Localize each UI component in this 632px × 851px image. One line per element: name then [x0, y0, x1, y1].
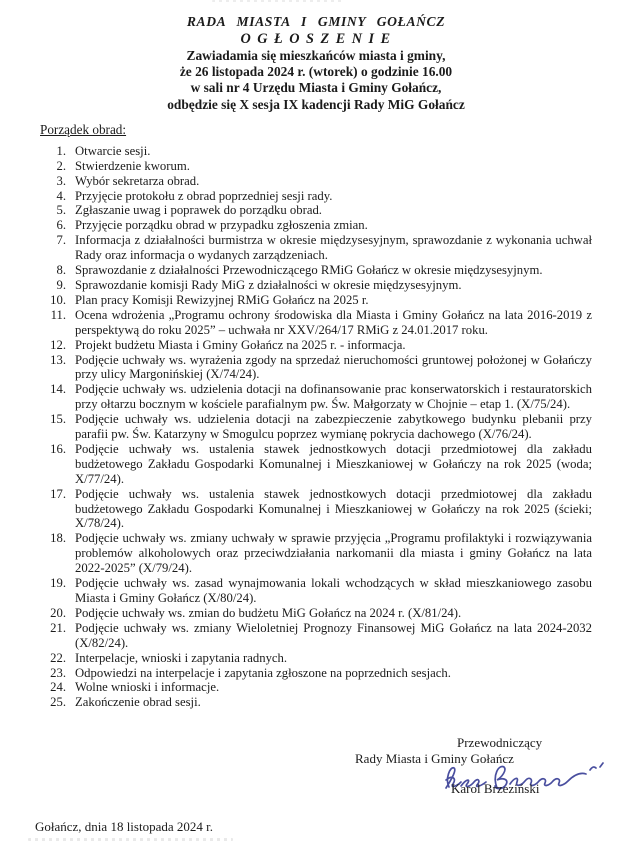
agenda-item-number: 7.	[56, 233, 66, 248]
agenda-item-number: 3.	[56, 173, 66, 188]
agenda-item-text: Wybór sekretarza obrad.	[75, 173, 200, 188]
intro-line-1: Zawiadamia się mieszkańców miasta i gminy,	[186, 48, 446, 63]
agenda-item-number: 11.	[50, 307, 66, 322]
agenda-item	[42, 144, 592, 159]
agenda-item	[42, 174, 592, 189]
agenda-item-text: Wolne wnioski i informacje.	[75, 680, 220, 695]
agenda-item-text: Otwarcie sesji.	[75, 143, 151, 158]
agenda-item	[42, 666, 592, 681]
agenda-item	[42, 278, 592, 293]
agenda-item-text: Stwierdzenie kworum.	[75, 158, 190, 173]
agenda-item-number: 6.	[56, 218, 66, 233]
agenda-item-text: Podjęcie uchwały ws. zmiany Wieloletniej Prognozy Finansowej MiG Gołańcz na lata 2024-2032 (X/82/24).	[75, 620, 592, 650]
agenda-item-text: Odpowiedzi na interpelacje i zapytania zgłoszone na poprzednich sesjach.	[75, 665, 451, 680]
agenda-item-text: Podjęcie uchwały ws. zmiany uchwały w sprawie przyjęcia „Programu profilaktyki i rozwiązywania problemów alkoholowych oraz przeciwdziałania narkomanii dla miasta i gminy Gołańcz na lata 2022-2025” (X/79/24).	[75, 531, 592, 576]
agenda-heading: Porządek obrad:	[40, 121, 127, 137]
agenda-item-number: 4.	[56, 188, 66, 203]
council-name: RADA MIASTA I GMINY GOŁAŃCZ	[186, 14, 446, 29]
signature-organization: Rady Miasta i Gminy Gołańcz	[355, 751, 514, 766]
footer-place-date: Gołańcz, dnia 18 listopada 2024 r.	[35, 819, 213, 834]
agenda-item-text: Przyjęcie protokołu z obrad poprzedniej sesji rady.	[75, 188, 333, 203]
agenda-item	[42, 442, 592, 487]
agenda-list	[42, 144, 592, 710]
agenda-item	[42, 531, 592, 576]
agenda-item-number: 24.	[50, 680, 66, 695]
agenda-item-text: Przyjęcie porządku obrad w przypadku zgłoszenia zmian.	[75, 218, 368, 233]
agenda-item-number: 20.	[50, 605, 66, 620]
agenda-item-text: Podjęcie uchwały ws. udzielenia dotacji na dofinansowanie prac konserwatorskich i restauratorskich przy ołtarzu bocznym w kościele parafialnym pw. Św. Małgorzaty w Chojnie – etap 1. (X/75/24).	[75, 382, 592, 412]
announcement-heading: O G Ł O S Z E N I E	[240, 31, 392, 47]
agenda-item-number: 5.	[56, 203, 66, 218]
intro-line-3: w sali nr 4 Urzędu Miasta i Gminy Gołańcz,	[190, 80, 442, 96]
agenda-item-number: 13.	[50, 352, 66, 367]
agenda-item	[42, 293, 592, 308]
agenda-item-number: 15.	[50, 412, 66, 427]
agenda-item-text: Plan pracy Komisji Rewizyjnej RMiG Gołańcz na 2025 r.	[75, 292, 369, 307]
agenda-item	[42, 382, 592, 412]
agenda-item	[42, 621, 592, 651]
agenda-item-number: 25.	[50, 695, 66, 710]
agenda-item-text: Zgłaszanie uwag i poprawek do porządku obrad.	[75, 203, 322, 218]
agenda-item-number: 8.	[56, 263, 66, 278]
agenda-item-text: Interpelacje, wnioski i zapytania radnych.	[75, 650, 288, 665]
agenda-item	[42, 159, 592, 174]
agenda-item	[42, 606, 592, 621]
agenda-item-number: 2.	[56, 158, 66, 173]
agenda-item-text: Zakończenie obrad sesji.	[75, 695, 201, 710]
agenda-item-number: 17.	[50, 486, 66, 501]
agenda-item	[42, 218, 592, 233]
agenda-item	[42, 651, 592, 666]
agenda-item-text: Informacja z działalności burmistrza w okresie międzysesyjnym, sprawozdanie z wykonania uchwał Rady oraz informacja o wydanych zarządzeniach.	[75, 233, 592, 263]
agenda-item	[42, 487, 592, 532]
agenda-item-number: 1.	[56, 143, 66, 158]
agenda-item-text: Podjęcie uchwały ws. wyrażenia zgody na sprzedaż nieruchomości gruntowej położonej w Gołańczy przy ulicy Margonińskiej (X/74/24).	[75, 352, 592, 382]
agenda-item-text: Projekt budżetu Miasta i Gminy Gołańcz na 2025 r. - informacja.	[75, 337, 406, 352]
agenda-item	[42, 308, 592, 338]
agenda-item-number: 22.	[50, 650, 66, 665]
intro-line-2: że 26 listopada 2024 r. (wtorek) o godzinie 16.00	[179, 64, 453, 80]
agenda-item-number: 12.	[50, 337, 66, 352]
scan-artifact-top	[212, 0, 342, 2]
agenda-item-text: Podjęcie uchwały ws. zasad wynajmowania lokali wchodzących w skład mieszkaniowego zasobu Miasta i Gminy Gołańcz (X/80/24).	[75, 576, 592, 605]
document-header	[0, 0, 632, 113]
agenda-item	[42, 338, 592, 353]
agenda-item	[42, 233, 592, 263]
agenda-item-text: Podjęcie uchwały ws. udzielenia dotacji na zabezpieczenie zabytkowego budynku plebanii przy parafii pw. Św. Katarzyny w Smogulcu poprzez wymianę pokrycia dachowego (X/76/24).	[75, 412, 592, 442]
agenda-item	[42, 353, 592, 383]
agenda-item-number: 21.	[50, 620, 66, 635]
scan-artifact-bottom	[28, 838, 233, 841]
agenda-item-text: Podjęcie uchwały ws. zmian do budżetu MiG Gołańcz na 2024 r. (X/81/24).	[75, 605, 462, 620]
agenda-item-text: Ocena wdrożenia „Programu ochrony środowiska dla Miasta i Gminy Gołańcz na lata 2016-2019 z perspektywą do roku 2025” – uchwała nr XXV/264/17 RMiG z 24.01.2017 roku.	[75, 307, 592, 337]
signature-title: Przewodniczący	[457, 735, 543, 750]
agenda-item	[42, 412, 592, 442]
agenda-item-number: 18.	[50, 531, 66, 546]
agenda-item-number: 10.	[50, 292, 66, 307]
agenda-item-number: 9.	[56, 277, 66, 292]
signature-name: Karol Brzeziński	[451, 781, 540, 796]
agenda-item-text: Podjęcie uchwały ws. ustalenia stawek jednostkowych dotacji przedmiotowej dla zakładu budżetowego Zakładu Gospodarki Komunalnej i Mieszkaniowej w Gołańczy na rok 2025 (woda; X/77/24).	[75, 441, 592, 486]
agenda-item-number: 19.	[50, 576, 66, 591]
agenda-item-text: Sprawozdanie z działalności Przewodniczącego RMiG Gołańcz w okresie międzysesyjnym.	[75, 263, 543, 278]
intro-line-4: odbędzie się X sesja IX kadencji Rady MiG Gołańcz	[167, 96, 465, 112]
agenda-item	[42, 680, 592, 695]
agenda-item-text: Sprawozdanie komisji Rady MiG z działalności w okresie międzysesyjnym.	[75, 277, 462, 292]
agenda-item	[42, 695, 592, 710]
agenda-item	[42, 576, 592, 606]
agenda-item-number: 14.	[50, 382, 66, 397]
agenda-item-text: Podjęcie uchwały ws. ustalenia stawek jednostkowych dotacji przedmiotowej dla zakładu budżetowego Zakładu Gospodarki Komunalnej i Mieszkaniowej w Gołańczy na rok 2025 (ścieki; X/78/24).	[75, 486, 592, 531]
agenda-item	[42, 203, 592, 218]
agenda-item	[42, 189, 592, 204]
agenda-item	[42, 263, 592, 278]
agenda-item-number: 23.	[50, 665, 66, 680]
agenda-item-number: 16.	[50, 441, 66, 456]
